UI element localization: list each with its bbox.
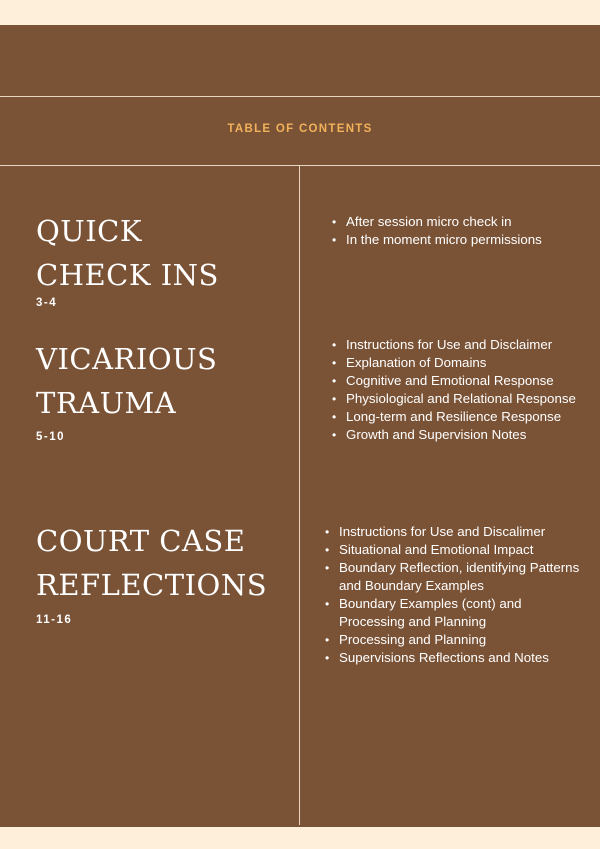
header-bottom-divider [0, 165, 600, 166]
list-item: • Supervisions Reflections and Notes [325, 649, 590, 667]
section-items-quick-check-ins [332, 213, 594, 249]
page-title: TABLE OF CONTENTS [227, 123, 373, 135]
list-item: • Physiological and Relational Response [332, 390, 582, 408]
list-item: • Instructions for Use and Disclaimer [332, 336, 582, 354]
column-divider [299, 166, 300, 825]
list-item: • Cognitive and Emotional Response [332, 372, 582, 390]
section-title-quick-check-ins: QUICK CHECK INS [36, 214, 219, 292]
section-items-court-case-reflections [325, 523, 590, 667]
section-pages-court-case-reflections: 11-16 [36, 614, 73, 626]
list-item: • Situational and Emotional Impact [325, 541, 590, 559]
list-item: • Explanation of Domains [332, 354, 582, 372]
section-pages-vicarious-trauma: 5-10 [36, 431, 66, 443]
list-item: • Boundary Examples (cont) and Processing and Planning [325, 595, 590, 631]
list-item: • Boundary Reflection, identifying Patterns and Boundary Examples [325, 559, 590, 595]
list-item: • Long-term and Resilience Response [332, 408, 582, 426]
section-pages-quick-check-ins: 3-4 [36, 297, 58, 309]
list-item: • Instructions for Use and Discalimer [325, 523, 590, 541]
list-item: • Processing and Planning [325, 631, 590, 649]
section-title-vicarious-trauma: VICARIOUS TRAUMA [36, 342, 218, 420]
list-item: • In the moment micro permissions [332, 231, 594, 249]
list-item: • Growth and Supervision Notes [332, 426, 582, 444]
header-top-divider [0, 96, 600, 97]
section-items-vicarious-trauma [332, 336, 582, 444]
section-title-court-case-reflections: COURT CASE REFLECTIONS [36, 524, 268, 602]
list-item: • After session micro check in [332, 213, 594, 231]
